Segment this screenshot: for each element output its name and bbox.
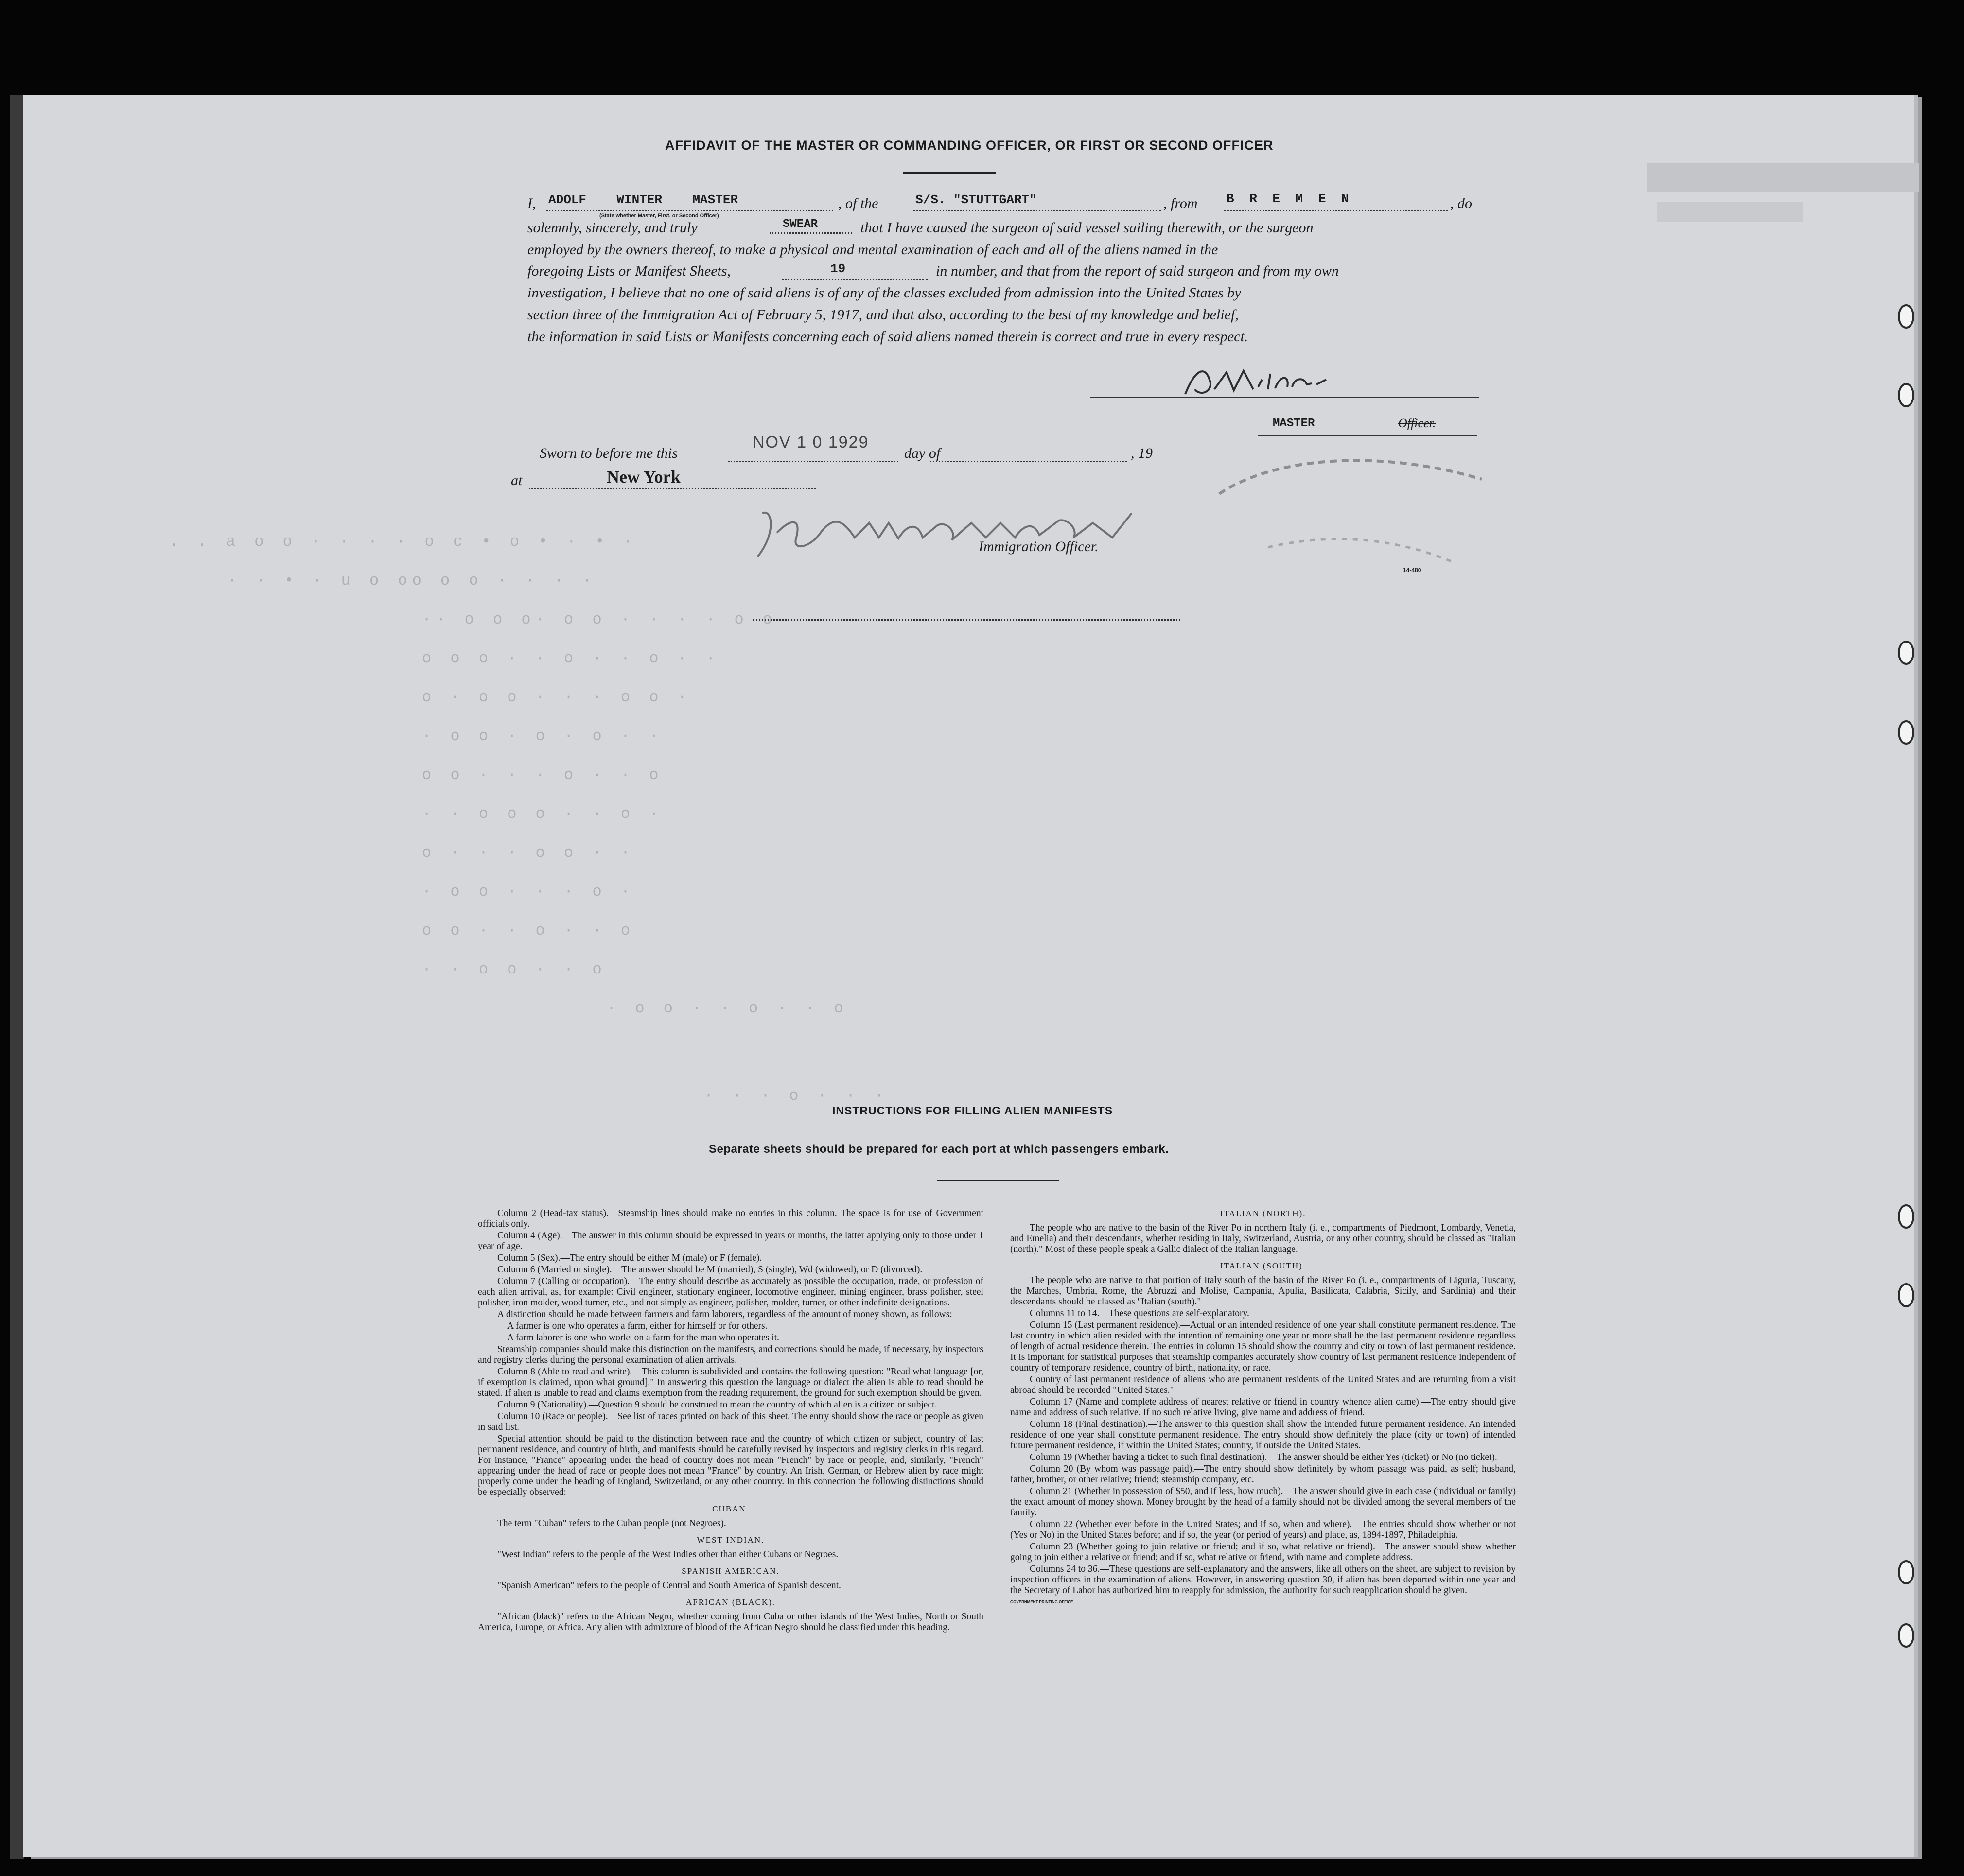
note-country: Country of last permanent residence of aliens who are permanent residents of the United States and are returning from a visit abroad should be recorded "United States." (1010, 1374, 1516, 1395)
note-column-21: Column 21 (Whether in possession of $50, and if less, how much).—The answer should give in each case (individual or family) the exact amount of money shown. Money brought by the head of a family should not be divided among the several members of the family. (1010, 1486, 1516, 1518)
place: New York (607, 467, 681, 486)
of-label: , of the (838, 195, 878, 211)
note-column-9: Column 9 (Nationality).—Question 9 should be construed to mean the country of which alien is a citizen or subject. (497, 1400, 937, 1410)
state-note: (State whether Master, First, or Second Officer) (599, 213, 719, 219)
date-line (728, 461, 898, 462)
binder-hole-6 (1898, 1283, 1914, 1307)
binder-hole-3 (1898, 641, 1914, 665)
rank-line (1258, 435, 1477, 436)
binder-hole-2 (1898, 383, 1914, 407)
affidavit-title: AFFIDAVIT OF THE MASTER OR COMMANDING OFFICER, OR FIRST OR SECOND OFFICER (665, 138, 1274, 153)
affidavit-line-6: section three of the Immigration Act of February 5, 1917, and that also, according to the best of my knowledge and belief, (527, 307, 1239, 323)
affidavit-i: I, (527, 195, 536, 211)
note-column-15: Column 15 (Last permanent residence).—Actual or an intended residence of one year shall constitute permanent residence. The last country in which alien resided with the intention of remaining one year or more shall be the last permanent residence regardless of length of actual residence therein. The entries in column 15 should show the country and city or town of last permanent residence. It is important for statistical purposes that steamship companies accurately show country of last permanent residence independent of country of temporary residence, country of birth, nationality, or race. (1010, 1320, 1516, 1373)
immigration-officer-title: Immigration Officer. (979, 538, 1099, 555)
note-farm-laborer: A farm laborer is one who works on a farm for the man who operates it. (507, 1333, 779, 1343)
note-column-8: Column 8 (Able to read and write).—This column is subdivided and contains the following question: "Read what language [or, if exemption is claimed, upon what ground]." In answering this question the language or dialect the alien is able to read should be stated. If alien is unable to read and claims exemption from the reading requirement, the ground for such exemption should be given. (478, 1367, 983, 1398)
vessel-name: S/S. "STUTTGART" (915, 192, 1037, 207)
port-name: B R E M E N (1227, 191, 1353, 206)
bleed-through: . . a o o · · · · o c • o • · • · · · • · u o oo o o · · · · ·· o o o· o o · · · · o o o o o · · o · · o · · o · o o · · · o o · · o o · o · o · · o o · · · o · · o · · o o o · · o · o · · · o o · · · o o · · · o · o o · · o · · o · · o o · · o · o o · · o · · o · · · o · · · (23, 95, 1914, 1857)
note-column-17: Column 17 (Name and complete address of nearest relative or friend in country whence alien came).—The entry should give name and address of such relative. If no such relative living, give name and address of friend. (1010, 1397, 1516, 1418)
binder-hole-7 (1898, 1560, 1914, 1584)
note-farmer: A farmer is one who operates a farm, either for himself or for others. (507, 1321, 768, 1331)
oath-type: SWEAR (783, 218, 818, 231)
master-signature-line (1090, 397, 1479, 398)
printer-imprint: GOVERNMENT PRINTING OFFICE (1010, 1600, 1073, 1604)
binder-hole-5 (1898, 1204, 1914, 1229)
title-divider (903, 172, 996, 174)
day-of: day of (904, 445, 941, 461)
note-column-5: Column 5 (Sex).—The entry should be either M (male) or F (female). (497, 1253, 762, 1263)
note-spanish-american: "Spanish American" refers to the people of Central and South America of Spanish descent. (497, 1581, 841, 1591)
affidavit-line-2b: that I have caused the surgeon of said vessel sailing therewith, or the surgeon (860, 220, 1314, 236)
note-column-2: Column 2 (Head-tax status).—Steamship lines should make no entries in this column. The space is for use of Government officials only. (478, 1208, 983, 1229)
rank: MASTER (1273, 417, 1315, 430)
note-column-6: Column 6 (Married or single).—The answer should be M (married), S (single), Wd (widowed), or D (divorced). (497, 1265, 923, 1275)
affidavit-line-2a: solemnly, sincerely, and truly (527, 220, 698, 236)
date-stamp: NOV 1 0 1929 (753, 433, 869, 452)
from-label: , from (1163, 195, 1198, 211)
note-italian-south: The people who are native to that portion of Italy south of the basin of the River Po (i. e., compartments of Liguria, Tuscany, the Marches, Umbria, Rome, the Abruzzi and Molise, Campania, Apulia, Basilicata, Calabria, Sicily, and Sardinia) and their descendants should be classed as "Italian (south)." (1010, 1275, 1516, 1307)
binder-hole-1 (1898, 304, 1914, 329)
officer-name: ADOLF WINTER MASTER (548, 192, 738, 207)
note-column-7: Column 7 (Calling or occupation).—The entry should describe as accurately as possible the occupation, trade, or profession of each alien arrival, as, for example: Civil engineer, stationary engineer, locomotive engineer, mining engineer, brass polisher, steel polisher, iron molder, wood turner, etc., and not simply as engineer, polisher, molder, turner, or other indefinite designations. (478, 1276, 983, 1308)
sheet-count: 19 (830, 261, 846, 276)
instructions-divider (937, 1180, 1059, 1181)
note-distinction: A distinction should be made between farmers and farm laborers, regardless of the amount of money shown, as follows: (497, 1309, 952, 1320)
heading-spanish-american: SPANISH AMERICAN. (682, 1566, 780, 1576)
note-special: Special attention should be paid to the distinction between race and the country of which citizen or subject, country of last permanent residence, and country of birth, and manifests should be carefully revised by inspectors and registry clerks in this regard. For instance, "France" appearing under the head of country does not mean "French" by race or people, and, similarly, "French" appearing under the head of race or people does not mean "France" by country. An Irish, German, or Hebrew alien by race might properly come under the heading of England, Switzerland, or any other country. In this connection the following distinctions should be especially observed: (478, 1434, 983, 1497)
place-line (529, 488, 816, 489)
instructions-subtitle: Separate sheets should be prepared for each port at which passengers embark. (709, 1143, 1169, 1156)
note-column-23: Column 23 (Whether going to join relative or friend; and if so, what relative or friend).—The answer should show whether going to join either a relative or friend; and if so, what relative or friend, with name and complete address. (1010, 1542, 1516, 1563)
affidavit-line-4b: in number, and that from the report of said surgeon and from my own (936, 263, 1339, 279)
instructions-right-column (1010, 1208, 1516, 1608)
port-line (1224, 210, 1448, 211)
at-label: at (511, 472, 523, 488)
do-label: , do (1450, 195, 1472, 211)
officer-label: Officer. (1398, 416, 1436, 430)
immigration-officer-line (753, 619, 1180, 621)
note-columns-24-36: Columns 24 to 36.—These questions are self-explanatory and the answers, like all others on the sheet, are subject to revision by inspection officers in the examination of aliens. However, in answering question 30, if alien has been deported within one year and the Secretary of Labor has authorized him to reapply for admission, the authority for such reapplication should be given. (1010, 1564, 1516, 1596)
manifest-sheet (23, 95, 1914, 1857)
affidavit-line-4a: foregoing Lists or Manifest Sheets, (527, 263, 731, 279)
note-west-indian: "West Indian" refers to the people of the West Indies other than either Cubans or Negroes. (497, 1549, 839, 1560)
note-columns-11-14: Columns 11 to 14.—These questions are self-explanatory. (1030, 1308, 1249, 1319)
heading-italian-north: ITALIAN (NORTH). (1220, 1209, 1306, 1218)
affidavit-line-3: employed by the owners thereof, to make a physical and mental examination of each and all of the aliens named in the (527, 242, 1218, 258)
note-column-22: Column 22 (Whether ever before in the United States; and if so, when and where).—The entries should show whether or not (Yes or No) in the United States before; and if so, the year (or period of years) and place, as, 1894-1897, Philadelphia. (1010, 1519, 1516, 1540)
note-italian-north: The people who are native to the basin of the River Po in northern Italy (i. e., compartments of Piedmont, Lombardy, Venetia, and Emelia) and their descendants, whether residing in Italy, Switzerland, Austria, or any other country, should be classed as "Italian (north)." Most of these people speak a Gallic dialect of the Italian language. (1010, 1223, 1516, 1254)
note-column-20: Column 20 (By whom was passage paid).—The entry should show definitely by whom passage was paid, as self; husband, father, brother, or other relative; friend; steamship company, etc. (1010, 1464, 1516, 1485)
form-number: 14-480 (1403, 567, 1421, 573)
affidavit-line-5: investigation, I believe that no one of said aliens is of any of the classes excluded from admission into the United States by (527, 285, 1241, 301)
heading-west-indian: WEST INDIAN. (697, 1535, 765, 1545)
instructions-title: INSTRUCTIONS FOR FILLING ALIEN MANIFESTS (832, 1104, 1113, 1117)
month-line (930, 461, 1127, 462)
binding-edge (10, 95, 24, 1859)
note-cuban: The term "Cuban" refers to the Cuban people (not Negroes). (497, 1518, 726, 1529)
note-column-19: Column 19 (Whether having a ticket to such final destination).—The answer should be either Yes (ticket) or No (no ticket). (1030, 1452, 1497, 1462)
faded-stamp (1210, 450, 1521, 625)
year-prefix: , 19 (1131, 445, 1153, 461)
immigration-officer-signature (743, 504, 1156, 567)
heading-african: AFRICAN (BLACK). (685, 1598, 776, 1607)
instructions-left-column (478, 1208, 983, 1634)
affidavit-line-7: the information in said Lists or Manifests concerning each of said aliens named therein is correct and true in every respect. (527, 329, 1248, 345)
oath-line (770, 232, 852, 234)
sworn-prefix: Sworn to before me this (540, 445, 678, 461)
binder-hole-8 (1898, 1623, 1914, 1648)
note-column-4: Column 4 (Age).—The answer in this column should be expressed in years or months, the latter applying only to those under 1 year of age. (478, 1231, 983, 1251)
note-column-18: Column 18 (Final destination).—The answer to this question shall show the intended future permanent residence. An intended residence of one year shall constitute permanent residence. The entry should show definitely the place (city or town) of intended future permanent residence, if within the United States; country, if outside the United States. (1010, 1419, 1516, 1451)
vessel-line (913, 210, 1161, 211)
officer-name-line (546, 210, 833, 211)
binder-hole-4 (1898, 720, 1914, 745)
note-steamship: Steamship companies should make this distinction on the manifests, and corrections should be made, if necessary, by inspectors and registry clerks during the personal examination of alien arrivals. (478, 1344, 983, 1365)
heading-cuban: CUBAN. (712, 1504, 749, 1513)
sheet-count-line (782, 279, 928, 280)
heading-italian-south: ITALIAN (SOUTH). (1220, 1261, 1306, 1270)
note-african: "African (black)" refers to the African Negro, whether coming from Cuba or other islands of the West Indies, North or South America, Europe, or Africa. Any alien with admixture of blood of the African Negro should be classified under this heading. (478, 1612, 983, 1633)
note-column-10: Column 10 (Race or people).—See list of races printed on back of this sheet. The entry should show the race or people as given in said list. (478, 1411, 983, 1432)
